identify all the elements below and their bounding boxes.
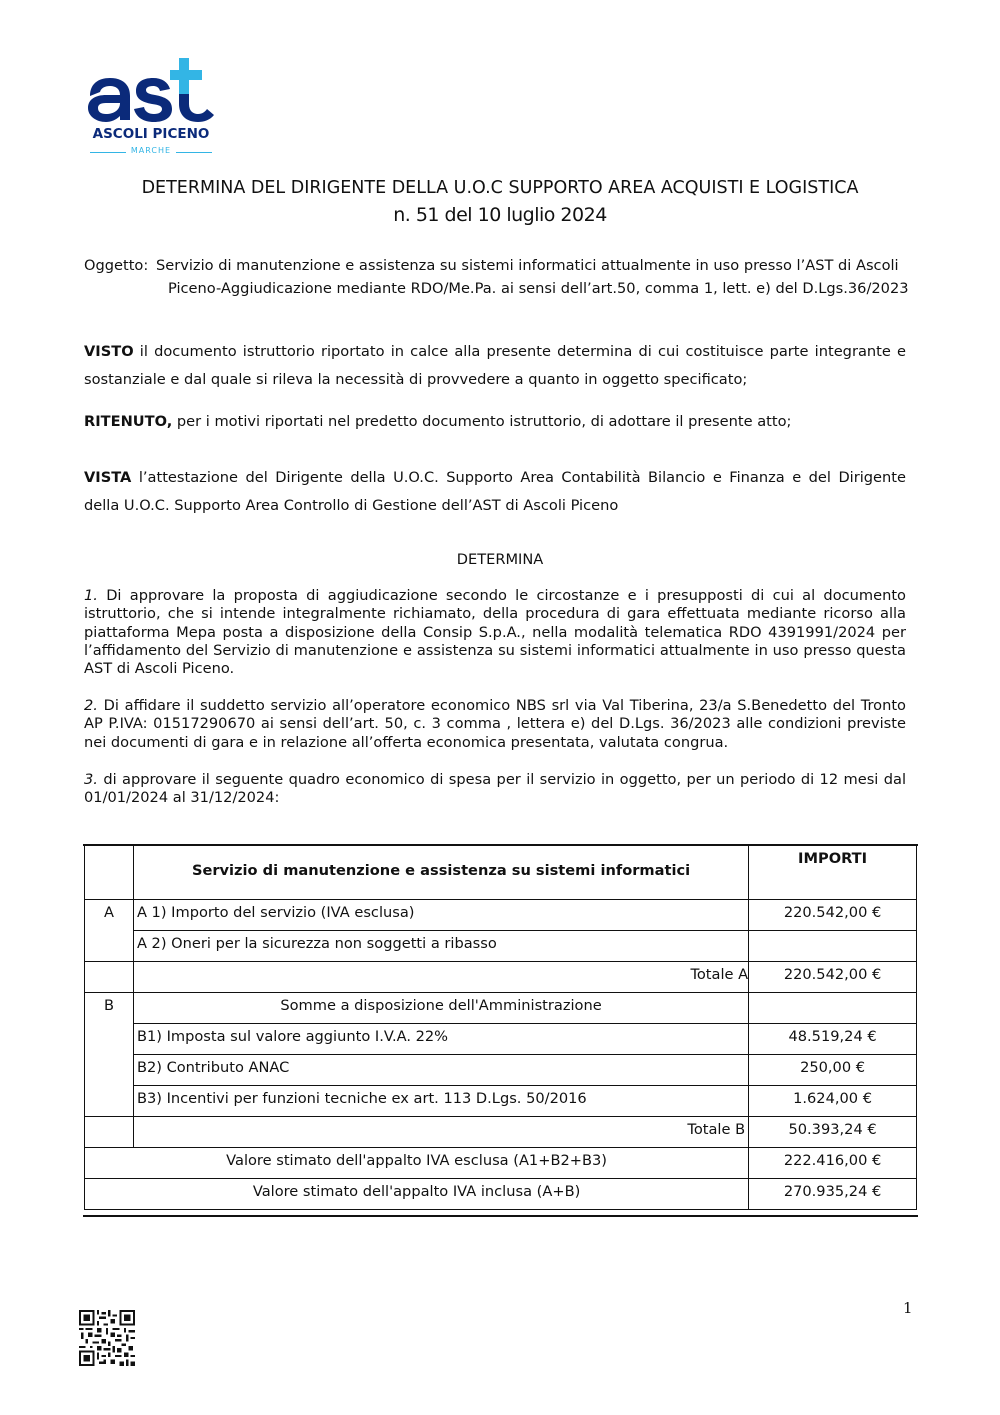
document-number: n. 51 del 10 luglio 2024: [393, 204, 607, 226]
premessa-key: RITENUTO,: [84, 413, 173, 430]
row-amount: 250,00 €: [749, 1055, 917, 1086]
item-number: 2.: [84, 697, 98, 714]
determina-heading: DETERMINA: [456, 551, 544, 568]
row-amount: 270.935,24 €: [749, 1179, 917, 1210]
row-code: [85, 931, 134, 962]
premessa-text: l’attestazione del Dirigente della U.O.C. Supporto Area Contabilità Bilancio e Finanza e del Dirigente della U.O.C. Supporto Area Controllo di Gestione dell’AST di Ascoli Piceno: [84, 469, 906, 514]
divider: [176, 152, 212, 153]
table-row: [85, 1055, 917, 1086]
determina-item-1: [84, 587, 906, 678]
table-row: [85, 931, 917, 962]
table-row: [85, 900, 917, 931]
row-amount: [749, 993, 917, 1024]
row-description: Totale B: [133, 1117, 748, 1148]
logo-region-row: [90, 146, 212, 158]
document-title: DETERMINA DEL DIRIGENTE DELLA U.O.C SUPPORTO AREA ACQUISTI E LOGISTICA: [141, 178, 859, 198]
row-description: A 1) Importo del servizio (IVA esclusa): [133, 900, 748, 931]
row-description: Totale A: [133, 962, 748, 993]
premessa-key: VISTA: [84, 469, 132, 486]
row-description: B2) Contributo ANAC: [133, 1055, 748, 1086]
row-amount: 50.393,24 €: [749, 1117, 917, 1148]
page-number: 1: [903, 1299, 913, 1317]
determina-item-2: [84, 697, 906, 752]
premessa-key: VISTO: [84, 343, 134, 360]
item-text: Di affidare il suddetto servizio all’operatore economico NBS srl via Val Tiberina, 23/a S.Benedetto del Tronto AP P.IVA: 01517290670 ai sensi dell’art. 50, c. 3 comma , lettera e) del D.Lgs. 36/2023 alle condizioni previste nei documenti di gara e in relazione all’offerta economica presentata, valutata congrua.: [84, 697, 906, 751]
row-description: Somme a disposizione dell'Amministrazione: [133, 993, 748, 1024]
row-code: [85, 1055, 134, 1086]
item-number: 1.: [84, 587, 98, 604]
premessa-text: il documento istruttorio riportato in calce alla presente determina di cui costituisce parte integrante e sostanziale e dal quale si rileva la necessità di provvedere a quanto in oggetto specificato;: [84, 343, 906, 388]
table-row-total: [85, 962, 917, 993]
row-code: [85, 962, 134, 993]
oggetto-text-cont: Piceno-Aggiudicazione mediante RDO/Me.Pa. ai sensi dell’art.50, comma 1, lett. e) del D.Lgs.36/2023: [168, 280, 909, 297]
ast-logo: [86, 58, 216, 160]
logo-region: MARCHE: [130, 146, 172, 155]
table-row: [85, 1086, 917, 1117]
table-row-summary: [85, 1148, 917, 1179]
table-row-summary: [85, 1179, 917, 1210]
premessa-text: per i motivi riportati nel predetto documento istruttorio, di adottare il presente atto;: [172, 413, 792, 430]
table-header-description: Servizio di manutenzione e assistenza su sistemi informatici: [133, 846, 748, 900]
row-code: [85, 1117, 134, 1148]
qr-code-icon: [79, 1310, 135, 1366]
logo-city: ASCOLI PICENO: [92, 126, 210, 142]
row-code: A: [85, 900, 134, 931]
determina-item-3: [84, 771, 906, 808]
table-header-cell: [85, 846, 134, 900]
oggetto-text-line1: Servizio di manutenzione e assistenza su sistemi informatici attualmente in uso presso l’AST di Ascoli: [156, 257, 899, 274]
row-amount: [749, 931, 917, 962]
row-amount: 220.542,00 €: [749, 900, 917, 931]
row-description: Valore stimato dell'appalto IVA inclusa (A+B): [85, 1179, 749, 1210]
quadro-economico-table: [84, 845, 917, 1210]
premessa-ritenuto: [84, 413, 906, 431]
table-row: [85, 993, 917, 1024]
ast-brand-mark: [86, 58, 216, 126]
premessa-vista: [84, 464, 906, 519]
table-row-total: [85, 1117, 917, 1148]
item-text: di approvare il seguente quadro economico di spesa per il servizio in oggetto, per un periodo di 12 mesi dal 01/01/2024 al 31/12/2024:: [84, 771, 906, 807]
row-description: A 2) Oneri per la sicurezza non soggetti a ribasso: [133, 931, 748, 962]
oggetto-label: Oggetto:: [84, 257, 149, 274]
premessa-visto: [84, 338, 906, 393]
row-code: B: [85, 993, 134, 1024]
row-amount: 48.519,24 €: [749, 1024, 917, 1055]
row-description: Valore stimato dell'appalto IVA esclusa (A1+B2+B3): [85, 1148, 749, 1179]
row-code: [85, 1086, 134, 1117]
item-number: 3.: [84, 771, 98, 788]
table-row: [85, 1024, 917, 1055]
row-amount: 1.624,00 €: [749, 1086, 917, 1117]
table-header-row: [85, 846, 917, 900]
table-header-amount: IMPORTI: [749, 846, 917, 900]
row-amount: 222.416,00 €: [749, 1148, 917, 1179]
row-amount: 220.542,00 €: [749, 962, 917, 993]
row-code: [85, 1024, 134, 1055]
row-description: B1) Imposta sul valore aggiunto I.V.A. 22%: [133, 1024, 748, 1055]
row-description: B3) Incentivi per funzioni tecniche ex art. 113 D.Lgs. 50/2016: [133, 1086, 748, 1117]
item-text: Di approvare la proposta di aggiudicazione secondo le circostanze e i presupposti di cui al documento istruttorio, che si intende integralmente richiamato, della procedura di gara effettuata mediante ricorso alla piattaforma Mepa posta a disposizione della Consip S.p.A., nella modalità telematica RDO 4391991/2024 per l’affidamento del Servizio di manutenzione e assistenza su sistemi informatici attualmente in uso presso questa AST di Ascoli Piceno.: [84, 587, 906, 678]
